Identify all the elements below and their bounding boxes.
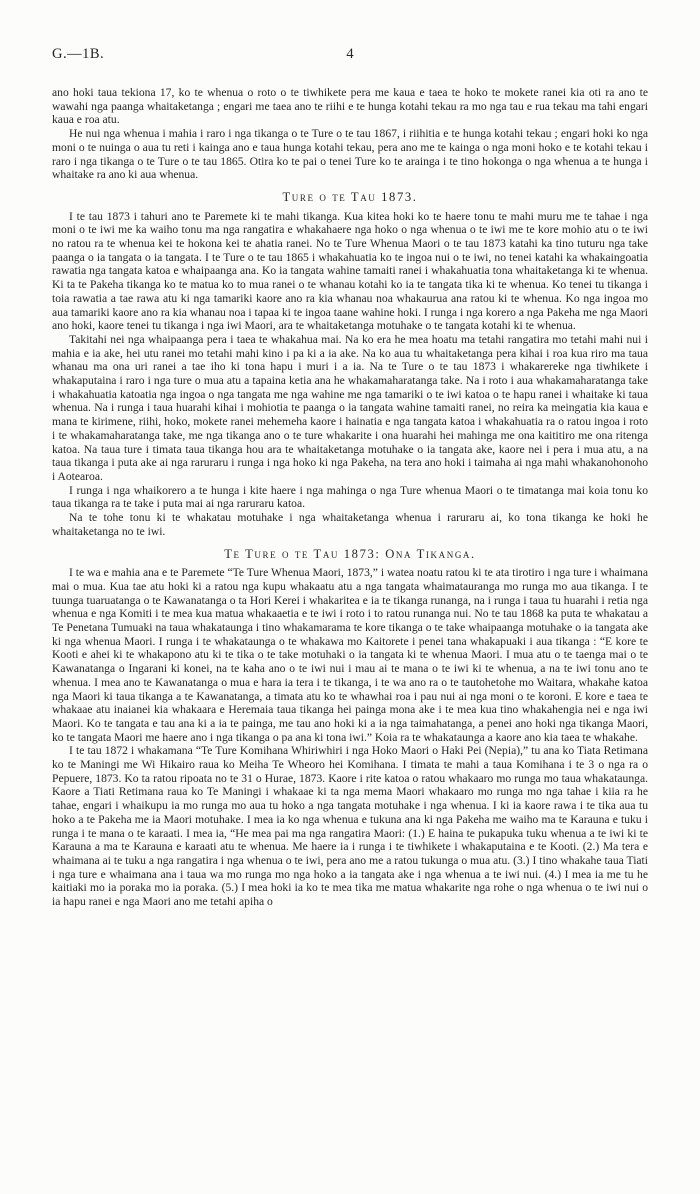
section-heading: Ture o te Tau 1873.: [282, 189, 418, 204]
body-paragraph: I te tau 1872 i whakamana “Te Ture Komihana Whiriwhiri i nga Hoko Maori o Haki Pei (Nepia),” tu ana ko Tiata Retimana ko te Maningi me Wi Hikairo raua ko Meiha Te Wheoro hei Komihana. I timata te mahi a taua Komihana i te 3 o nga ra o Pepuere, 1873. Ko ta ratou ripoata no te 31 o Hurae, 1873. Kaore i rite katoa o ratou whakaaro mo runga mo taua whakataunga. Kaore a Tiati Retimana raua ko Te Maningi i whakaae ki ta nga mema Maori whakaaro mo runga mo nga tahae i kiia ra he tahae, engari i whaikupu ia mo runga mo aua tu hoko a nga tangata motuhake i nga whenua. I ki ia kaore rawa i te tika aua tu hoko a te Pakeha me ia Maori motuhake. I mea ia ko nga whenua e tukuna ana ki nga Pakeha me waiho ma te Karauna e tuku i runga i te mana o te karaati. I mea ia, “He mea pai ma nga rangatira Maori: (1.) E haina te pukapuka tuku whenua a te iwi ki te Karauna a ma te Karauna e karaati atu te whenua. Me haere ia i runga i te tiwhikete i whakaputaina e te Kooti. (2.) Ma tera e whaimana ai te tuku a nga rangatira i nga whenua o te iwi, pera ano me a ratou tukunga o mua atu. (3.) I tino whakahe taua Tiati i nga ture e whaimana ana i taua wa mo runga mo nga hoko a ia tangata ake i nga whenua a te iwi nui. (4.) I mea ia me tu he kaitiaki mo ia poraka mo ia poraka. (5.) I mea hoki ia ko te mea tika me matua whakarite nga rohe o nga whenua o te iwi nui o ia hapu ranei e nga Maori ano me tetahi apiha o: [52, 744, 648, 909]
document-body: [52, 86, 648, 909]
page-number: 4: [346, 46, 354, 62]
body-paragraph: He nui nga whenua i mahia i raro i nga tikanga o te Ture o te tau 1867, i riihitia e te hunga kotahi tekau ; engari hoki ko nga moni o te nuinga o aua tu reti i kainga ano e taua hunga kotahi tekau, pera ano me te kainga o nga moni hoko e te kotahi tekau i raro i nga tikanga o te Ture o te tau 1865. Otira ko te pai o tenei Ture ko te arainga i te tino hokonga o nga whenua a te hunga i whaitake ra ano ki aua whenua.: [52, 127, 648, 182]
body-paragraph: I te tau 1873 i tahuri ano te Paremete ki te mahi tikanga. Kua kitea hoki ko te haere tonu te mahi muru me te tahae i nga moni o te iwi me ka waiho tonu ma nga rangatira e whakahaere nga hoko o nga whenua o te iwi me te kore mohio atu o te iwi no ratou ra te whenua kei te hokona kei te ahatia ranei. No te Ture Whenua Maori o te tau 1873 katahi ka tino tuturu nga take paanga o ia tangata o ia tangata. I te Ture o te tau 1865 i whakahuatia ko te ingoa nui o te iwi, no tenei katahi ka whakaingoatia rawatia nga tangata katoa e whaipaanga ana. Ko ia tangata wahine tamaiti ranei i whakahuatia tona whaitaketanga ki te whenua. Ki ta te Pakeha tikanga ko te matua ko to mua ranei o te whanau kotahi ko ia te tangata tika ki te whenua. Ko tenei tu tikanga i toia rawatia a tae rawa atu ki nga tamariki kaore ano ra kia whanau noa whakaurua ana ratou ki te whenua. Ko nga ingoa mo aua tamariki kaore ano ra kia whanau noa i tapaa ki te ingoa taane wahine hoki. I runga i nga korero a nga Pakeha me nga Maori ano hoki, kaore tenei tu tikanga i nga iwi Maori, ara te whaitaketanga motuhake o te tangata kotahi ki te whenua.: [52, 209, 648, 333]
body-paragraph: ano hoki taua tekiona 17, ko te whenua o roto o te tiwhikete pera me kaua e taea te hoko te mokete ranei kia oti ra ano te wawahi nga paanga whaitaketanga ; engari me taea ano te riihi e te hunga kotahi tekau ra mo nga tau e rua tekau ma tahi engari kaua e roa atu.: [52, 86, 648, 127]
document-reference: G.—1B.: [52, 46, 105, 62]
section-heading: Te Ture o te Tau 1873: Ona Tikanga.: [224, 546, 476, 561]
body-paragraph: I runga i nga whaikorero a te hunga i kite haere i nga mahinga o nga Ture whenua Maori o te timatanga mai koia tonu ko taua tikanga ra te take i puta mai ai nga raruraru katoa.: [52, 483, 648, 511]
body-paragraph: Na te tohe tonu ki te whakatau motuhake i nga whaitaketanga whenua i raruraru ai, ko tona tikanga ke hoki he whaitaketanga no te iwi.: [52, 511, 648, 538]
page-header: [52, 46, 648, 66]
body-paragraph: Takitahi nei nga whaipaanga pera i taea te whakahua mai. Na ko era he mea hoatu ma tetahi rangatira mo tetahi mahi nui i mahia e ia ake, hei utu ranei mo tetahi mahi kino i pa ki a ia ake. Na ko aua tu whaitaketanga pera kihai i roa kua riro ma taua whanau ma ona uri ranei a tae iho ki tona hapu i muri i a ia. Na te Ture o te tau 1873 i whakarereke nga tiwhikete i whakaputaina i raro i nga ture o mua atu a tapaina ketia ana he whakamaharatanga take. Na i roto i aua whakamaharatanga take i whakahuatia katoatia nga ingoa o nga tangata me nga wahine me nga tamariki o te iwi katoa o te hapu ranei i whaitake ki taua whenua. Na i runga i taua huarahi kihai i mohiotia te paanga o ia tangata wahine tamaiti ranei, no reira ka meingatia kia kaua e mana te kirimene, riihi, hoko, mokete ranei mehemeha kaore i hainatia e nga tangata katoa i whakahuatia ra o ratou ingoa i roto i te whakamaharatanga take, me nga tikanga ano o te ture whakarite i ona huarahi hei mahinga me ona kaititiro me ona ritenga katoa. Na taua ture i timata taua tikanga hou ara te whaitaketanga motuhake o ia tangata ake, kaore nei i pera i mua atu, a na taua tikanga i puta ake ai nga raruraru i runga i nga hoko ki nga Pakeha, na tera ano hoki i taimaha ai nga mahi whakanohonoho i Aotearoa.: [52, 332, 648, 483]
body-paragraph: I te wa e mahia ana e te Paremete “Te Ture Whenua Maori, 1873,” i watea noatu ratou ki te ata tirotiro i nga ture i whaimana mai o mua. Kua tae atu hoki ki a ratou nga kupu whakaatu atu a nga tangata whaimatauranga mo runga mo aua tikanga. I te tuunga tuaruatanga o te Kawanatanga o ta Hori Kerei i whakaritea e ia te tikanga runanga, na i runga i taua tu huarahi i retia nga whenua e nga Komiti i te mea kua matua whakaaetia e te iwi i roto i to ratou runanga nui. No te tau 1868 ka puta te whakatau a Te Penetana Tumuaki na taua whakataunga i tino whakamarama te kore tikanga o te take whaipaanga motuhake o ia tangata ake ki nga whenua Maori. I runga i te whakataunga o te whakawa mo Kaitorete i penei tana whakapuaki i aua tikanga : “E kore te Kooti e ahei ki te whakapono atu ki te tika o te take motuhaki o ia tangata ki te whenua Maori. I mua atu o te taenga mai o te Kawanatanga o Ingarani ki konei, na te kaha ano o te iwi nui i mau ai te mana o te iwi ki te whenua, a na te iwi tonu ano te whenua. I mea ano te Kawanatanga o mua e hara ia tera i te tikanga, i te wa ano ra o te tautohetohe mo Waitara, whakahe katoa nga Maori ki taua tikanga a te Kawanatanga, a timata atu ko te whawhai roa i pau nui ai nga moni o te koroni. E kore e taea te whakaae atu inaianei kia whakaara e Heremaia taua tikanga hei painga mona ake i te mea kua tino whakahengia nei e nga iwi Maori. Ko te tangata e tau ana ki a ia te painga, me tau ano hoki ki a ia nga taimahatanga, a penei ano hoki nga tikanga Maori, ko te tangata Maori me haere ano i nga tikanga o pa ana ki tona iwi.” Koia ra te whakataunga a kaore ano kia taea te whakahe.: [52, 566, 648, 744]
